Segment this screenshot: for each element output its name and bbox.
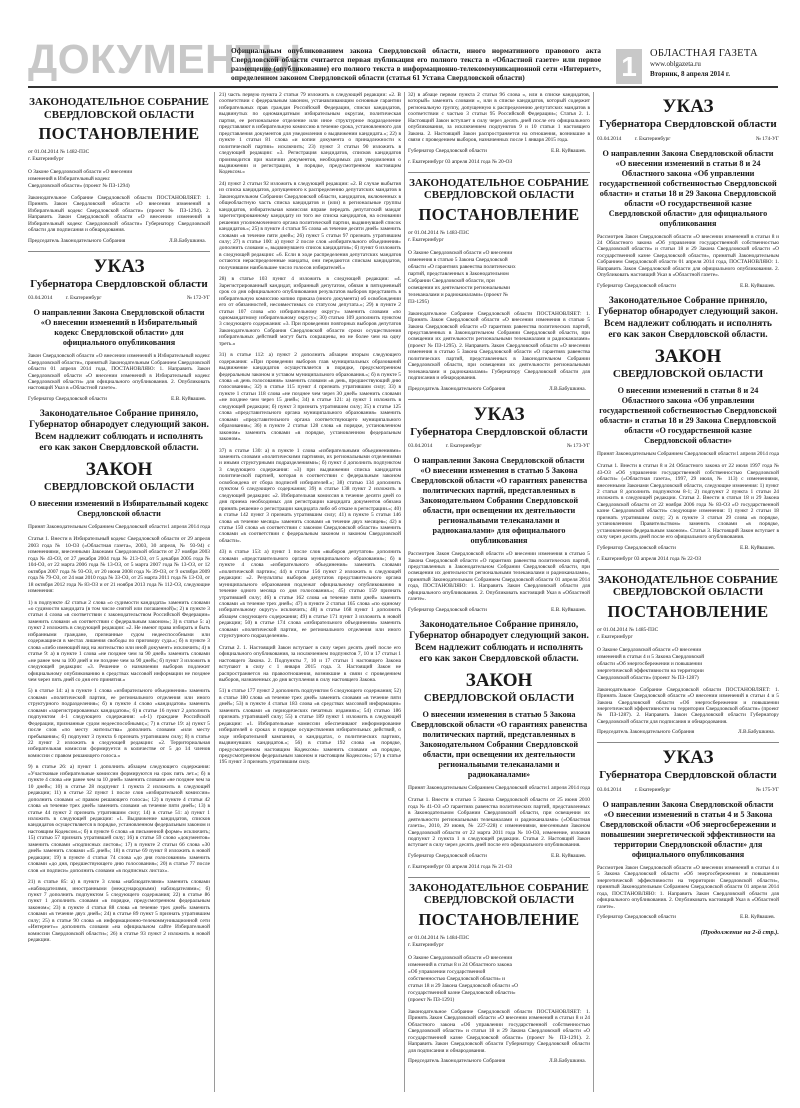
- doc-city: г. Екатеринбург: [634, 786, 671, 793]
- doc-number: № 175-УГ: [755, 786, 779, 793]
- doc-number: от 01.04.2014 № 1482-ПЗС: [28, 149, 90, 155]
- section-logo: [28, 28, 302, 90]
- doc-body: Законодательное Собрание Свердловской области ПОСТАНОВЛЯЕТ: 1. Принять Закон Свердловской области «О внесении изменения в статью 5 Закона Свердловской области «О гарантиях равенства политических партий, представленных в Законодательном Собрании Свердловской области, при освещении их деятельности региональными телеканалами и радиоканалами» (проект № ПЗ-1295). 2. Направить Закон Свердловской области «О внесении изменения в статью 5 Закона Свердловской области «О гарантиях равенства политических партий, представленных в Законодательном Собрании Свердловской области, при освещении их деятельности региональными телеканалами и радиоканалами» Губернатору Свердловской области для подписания и обнародования.: [408, 310, 590, 382]
- doc-header: ЗАКОНОДАТЕЛЬНОЕ СОБРАНИЕ СВЕРДЛОВСКОЙ ОБЛАСТИ: [409, 881, 589, 907]
- doc-signature: [597, 545, 779, 552]
- promulgation-formula: Законодательное Собрание приняло, Губернатор обнародует следующий закон. Всем надлежит соблюдать и исполнять его как закон Свердловской области.: [409, 619, 589, 665]
- doc-subtitle: Губернатора Свердловской области: [410, 425, 588, 438]
- doc-meta: [597, 787, 779, 794]
- doc-kind: УКАЗ: [93, 255, 145, 277]
- adoption-note: Принят Законодательным Собранием Свердловской области: [408, 785, 547, 792]
- doc-date: 03.04.2014: [597, 135, 622, 142]
- doc-body: Статья 1. Внести в статью 5 Закона Свердловской области от 25 июня 2010 года № 41-ОЗ «О гарантиях равенства политических партий, представленных в Законодательном Собрании Свердловской области, при освещении их деятельности региональными телеканалами и радиоканалами» («Областная газета», 2010, 29 июня, № 227-228) с изменениями, внесенными Законом Свердловской области от 22 марта 2011 года № 10-ОЗ, изменение, изложив подпункт 2 пункта 1 в следующей редакции. Статья 2. Настоящий Закон вступает в силу через десять дней после его официального опубликования.: [408, 797, 590, 849]
- doc-kind: ПОСТАНОВЛЕНИЕ: [418, 204, 580, 224]
- signature-name: Е.В. Куйвашев.: [739, 544, 775, 551]
- doc-place-date: г. Екатеринбург 03 апреля 2014 года № 22-ОЗ: [597, 555, 702, 562]
- doc-body: Статья 1. Внести в статьи 8 и 24 Областного закона от 22 июля 1997 года № 43-ОЗ «Об управлении государственной собственностью Свердловской области» («Областная газета», 1997, 29 июля, № 113) с изменениями, внесенными Законами Свердловской области, следующие изменения: 1) пункт 2 статьи 8 дополнить подпунктом 8-1; 2) подпункт 2 пункта 1 статьи 24 изложить в следующей редакции. Статья 2. Внести в статьи 18 и 29 Закона Свердловской области от 22 ноября 2006 года № 83-ОЗ «О государственной казне Свердловской области» следующие изменения: 1) пункт 2 статьи 18 признать утратившим силу; 2) в пункте 3 статьи 29 слова «в порядке, установленном Правительством» заменить словами «в порядке, установленном федеральным законом». Статья 3. Настоящий Закон вступает в силу через десять дней после его официального опубликования.: [597, 463, 779, 541]
- doc-title: О Законе Свердловской области «О внесении изменений в статьи 4 и 5 Закона Свердловской области «Об энергосбережении и повышении энергетической эффективности на территории Свердловской области» (проект № ПЗ-1287): [597, 646, 705, 681]
- doc-body: Статья 1. Внести в Избирательный кодекс Свердловской области от 29 апреля 2003 года № 10-ОЗ («Областная газета», 2003, 30 апреля, № 93-94) с изменениями, внесенными Законами Свердловской области от 27 ноября 2003 года № 43-ОЗ, от 27 декабря 2004 года № 213-ОЗ, от 5 декабря 2005 года № 104-ОЗ, от 22 марта 2006 года № 13-ОЗ, от 5 марта 2007 года № 13-ОЗ, от 12 октября 2007 года № 93-ОЗ, от 20 июня 2008 года № 39-ОЗ, от 9 октября 2009 года № 79-ОЗ, от 24 мая 2010 года № 33-ОЗ, от 25 марта 2011 года № 13-ОЗ, от 18 октября 2012 года № 83-ОЗ и от 21 ноября 2013 года № 112-ОЗ, следующие изменения:: [28, 536, 210, 595]
- signature-name: Е.В. Куйвашев.: [550, 852, 586, 859]
- signature-role: Губернатор Свердловской области: [597, 914, 676, 920]
- doc-body: 5) в статье 14: а) в пункте 1 слова «избирательного объединения» заменить словами «политической партии, ее регионального отделения или иного структурного подразделения»; б) в пункте 4 слово «кандидатов» заменить словами «зарегистрированных кандидатов»; 6) в статье 16 пункт 2 дополнить подпунктом 4-1 следующего содержания: «4-1) граждане Российской Федерации, признанные судом недееспособными;»; 7) в статье 19: а) пункт 5 после слов «по месту жительства» дополнить словами «или месту пребывания»; б) подпункт 3 пункта 6 признать утратившим силу; 8) в статье 22 пункт 2 изложить в следующей редакции: «2. Территориальная избирательная комиссия формируется в количестве от 5 до 14 членов комиссии с правом решающего голоса.»: [28, 688, 210, 759]
- column-2: [219, 92, 401, 1108]
- doc-number: от 01.04.2014 № 1483-ПЗС: [408, 229, 470, 236]
- doc-kind: ЗАКОН: [85, 458, 153, 480]
- doc-meta: [597, 627, 779, 641]
- doc-body: 21) в статье 85: а) в пункте 3 слова «наблюдателями» заменить словами «наблюдателями, иностранными (международными) наблюдателями»; б) пункт 7 дополнить подпунктом 5 следующего содержания; 22) в статье 86 пункт 1 дополнить словами «в порядке, предусмотренном федеральным законом»; 23) в пункте 4 статьи 88 слова «в течение трех дней» заменить словами «в течение двух дней»; 24) в статье 89 пункт 5 признать утратившим силу; 25) в статье 90 слова «в информационно-телекоммуникационной сети «Интернет»» дополнить словами «на официальном сайте Избирательной комиссии Свердловской области»; 26) в статье 93 пункт 2 изложить в новой редакции.: [28, 879, 210, 944]
- doc-signature: [408, 386, 590, 393]
- doc-header: ЗАКОНОДАТЕЛЬНОЕ СОБРАНИЕ СВЕРДЛОВСКОЙ ОБЛАСТИ: [598, 573, 778, 599]
- doc-number: № 174-УГ: [755, 135, 779, 142]
- paper-info: [650, 49, 780, 79]
- separator: [408, 877, 590, 878]
- doc-title: О направлении Закона Свердловской области «О внесении изменений в Избирательный кодекс Свердловской области» для официального опубликования: [33, 308, 205, 348]
- signature-role: Губернатор Свердловской области: [408, 147, 487, 154]
- publication-notice: Официальным опубликованием закона Свердловской области, иного нормативного правового акта Свердловской области считается первая публикация его полного текста в «Областной газете» или первое размещение (опубликование) его полного текста в информационно-телекоммуникационной сети «Интернет», определенном законом Свердловской области (статья 61 Устава Свердловской области): [231, 46, 601, 83]
- separator: [597, 742, 779, 743]
- doc-body: 31) в статье 112: а) пункт 2 дополнить абзацем вторым следующего содержания: «При проведении выборов глав муниципальных образований выдвижение кандидатов осуществляется в порядке, предусмотренном федеральным законом и уставом муниципального образования.»; б) в пункте 5 слова «в день голосования» заменить словами «в день, предшествующий дню голосования»; 32) в статье 115 пункт 4 признать утратившим силу; 33) в пункте 1 статьи 118 слова «не позднее чем через 30 дней» заменить словами «не позднее чем через 15 дней»; 34) в статье 121: а) пункт 1 изложить в следующей редакции; б) пункт 3 признать утратившим силу; 35) в статье 125 слова «представительного органа муниципального образования» заменить словами «представительного органа соответствующего муниципального образования»; 36) в пункте 2 статьи 128 слова «в порядке, установленном законом» заменить словами «в порядке, установленном федеральным законом».: [219, 352, 401, 443]
- column-4: [597, 92, 779, 1108]
- doc-signature: [408, 607, 590, 614]
- doc-place-date: г. Екатеринбург 03 апреля 2014 года № 21-ОЗ: [408, 863, 513, 870]
- doc-city: г. Екатеринбург: [28, 156, 64, 162]
- doc-title: О Законе Свердловской области «О внесении изменения в статью 5 Закона Свердловской области «О гарантиях равенства политических партий, представленных в Законодательном Собрании Свердловской области, при освещении их деятельности региональными телеканалами и радиоканалами» (проект № ПЗ-1295): [408, 249, 516, 305]
- signature-name: Л.В.Бабушкина.: [738, 729, 775, 736]
- doc-number: от 01.04.2014 № 1485-ПЗС: [597, 626, 659, 633]
- doc-meta: [28, 524, 210, 531]
- doc-signature: [28, 238, 210, 245]
- column-1: [28, 92, 210, 1108]
- adoption-note: Принят Законодательным Собранием Свердловской области: [597, 451, 736, 458]
- promulgation-formula: Законодательное Собрание приняло, Губернатор обнародует следующий закон. Всем надлежит соблюдать и исполнять его как закон Свердловской области.: [29, 408, 209, 454]
- doc-body: Рассмотрев Закон Свердловской области «О внесении изменений в статьи 8 и 24 Областного закона «Об управлении государственной собственностью Свердловской области» и статьи 18 и 29 Закона Свердловской области «О государственной казне Свердловской области», принятый Законодательным Собранием Свердловской области 01 апреля 2014 года, ПОСТАНОВЛЯЮ: 1. Направить Закон Свердловской области для официального опубликования. 2. Опубликовать настоящий Указ в «Областной газете».: [597, 233, 779, 279]
- signature-name: Л.В.Бабушкина.: [549, 1058, 586, 1065]
- signature-role: Председатель Законодательного Собрания: [597, 729, 695, 736]
- signature-role: Председатель Законодательного Собрания: [28, 237, 126, 244]
- doc-signature: [408, 148, 590, 155]
- doc-body: Законодательное Собрание Свердловской области ПОСТАНОВЛЯЕТ: 1. Принять Закон Свердловской области «О внесении изменений в Избирательный кодекс Свердловской области» (проект № ПЗ-1294). 2. Направить Закон Свердловской области «О внесении изменений в Избирательный кодекс Свердловской области» Губернатору Свердловской области для подписания и обнародования.: [28, 195, 210, 234]
- doc-title: О Законе Свердловской области «О внесении изменений в статьи 8 и 24 Областного закона «Об управлении государственной собственностью Свердловской области» и статьи 18 и 29 Закона Свердловской области «О государственной казне Свердловской области» (проект № ПЗ-1291): [408, 954, 518, 1003]
- doc-body: 51) в статье 177 пункт 2 дополнить подпунктом 6 следующего содержания; 52) в статье 180 слова «в течение трех дней» заменить словами «в течение пяти дней»; 53) в пункте 4 статьи 183 слова «в средствах массовой информации» заменить словами «в периодических печатных изданиях»; 54) статью 186 признать утратившей силу; 55) в статье 189 пункт 1 изложить в следующей редакции: «1. Избирательные комиссии обеспечивают информирование избирателей о сроках и порядке осуществления избирательных действий, о ходе избирательной кампании, о кандидатах, о политических партиях, выдвинувших кандидатов.»; 56) в статье 192 слова «в порядке, предусмотренном настоящим Кодексом» заменить словами «в порядке, предусмотренном федеральным законом и настоящим Кодексом»; 57) в статье 195 пункт 3 признать утратившим силу.: [219, 688, 401, 766]
- doc-date: 03.04.2014: [408, 443, 433, 450]
- doc-city: г. Екатеринбург: [408, 236, 444, 243]
- doc-body: Законодательное Собрание Свердловской области ПОСТАНОВЛЯЕТ: 1. Принять Закон Свердловской области «О внесении изменений в статьи 8 и 24 Областного закона «Об управлении государственной собственностью Свердловской области» и статьи 18 и 29 Закона Свердловской области «О государственной казне Свердловской области» (проект № ПЗ-1291). 2. Направить Закон Свердловской области Губернатору Свердловской области для подписания и обнародования.: [408, 1008, 590, 1054]
- column-divider: [214, 92, 215, 1092]
- doc-kind: ПОСТАНОВЛЕНИЕ: [38, 124, 200, 143]
- separator: [408, 172, 590, 173]
- doc-subtitle: СВЕРДЛОВСКОЙ ОБЛАСТИ: [423, 691, 575, 704]
- doc-kind: УКАЗ: [473, 403, 525, 425]
- doc-meta: [408, 443, 590, 450]
- doc-number: № 173-УГ: [566, 443, 590, 450]
- separator: [597, 569, 779, 570]
- doc-city: г. Екатеринбург: [65, 295, 102, 302]
- doc-body: 37) в статье 130: а) в пункте 1 слова «избирательными объединениями» заменить словами «политическими партиями, их региональными отделениями и иными структурными подразделениями»; б) пункт 4 дополнить подпунктом 3 следующего содержания: «3) при выдвижении списка кандидатов политической партией, которая в соответствии с федеральным законом освобождена от сбора подписей избирателей.»; 38) статью 134 дополнить пунктом 6 следующего содержания; 39) в статье 138 пункт 2 изложить в следующей редакции: «2. Избирательная комиссия в течение десяти дней со дня приема необходимых для регистрации кандидата документов обязана принять решение о регистрации кандидата либо об отказе в регистрации.»; 40) в статье 142 пункт 3 признать утратившим силу; 41) в пункте 5 статьи 146 слова «в течение месяца» заменить словами «в течение двух месяцев»; 42) в статье 150 слова «в соответствии с законом Свердловской области» заменить словами «в соответствии с федеральным законом и законом Свердловской области».: [219, 447, 401, 544]
- signature-name: Л.В.Бабушкина.: [549, 385, 586, 392]
- doc-signature: [597, 729, 779, 736]
- doc-kind: ПОСТАНОВЛЕНИЕ: [418, 909, 580, 929]
- doc-body: 24) пункт 2 статьи 92 изложить в следующей редакции: «2. В случае выбытия из списка кандидатов, допущенного к распределению депутатских мандатов в Законодательном Собрании Свердловской области, кандидатов, включенных в общеобластную часть списка кандидатов и (или) в региональные группы кандидатов, избирательная комиссия вправе передать депутатский мандат зарегистрированному кандидату из того же списка кандидатов, на основании решения уполномоченного органа политической партии, выдвинувшей список кандидатов.»; 25) в пункте 4 статьи 95 слова «в течение десяти дней» заменить словами «в течение пяти дней»; 26) пункт 5 статьи 97 признать утратившим силу; 27) в статье 100: а) пункт 2 после слов «избирательного объединения» дополнить словами «, выдвинувшего список кандидатов»; б) пункт 6 изложить в следующей редакции: «6. Если в ходе распределения депутатских мандатов остаются нераспределенные мандаты, они передаются спискам кандидатов, получившим наибольшее число голосов избирателей.»: [219, 180, 401, 271]
- signature-name: Е.В. Куйвашев.: [739, 282, 775, 289]
- doc-body: 43) в статье 153: а) пункт 1 после слов «выборов депутатов» дополнить словами «представительного органа муниципального образования»; б) в пункте 4 слова «избирательного объединения» заменить словами «политической партии»; 44) в статье 156 пункт 2 изложить в следующей редакции: «2. Результаты выборов депутатов представительного органа муниципального образования подлежат официальному опубликованию в течение одного месяца со дня голосования.»; 45) статью 159 признать утратившей силу; 46) в статье 162 слова «в течение пяти дней» заменить словами «в течение трех дней»; 47) в пункте 2 статьи 165 слова «по единому избирательному округу» исключить; 48) в статье 168 пункт 1 дополнить абзацем следующего содержания; 49) в статье 171 пункт 3 изложить в новой редакции; 50) в статье 174 слова «избирательного объединения» заменить словами «политической партии, ее регионального отделения или иного структурного подразделения».: [219, 549, 401, 640]
- doc-meta: [597, 451, 779, 458]
- doc-body: Статья 2. 1. Настоящий Закон вступает в силу через десять дней после его официального опубликования, за исключением подпунктов 7, 10 и 17 статьи 1 настоящего Закона. 2. Подпункты 7, 10 и 17 статьи 1 настоящего Закона вступают в силу с 1 января 2015 года. 3. Настоящий Закон не распространяется на правоотношения, возникшие в связи с проведением выборов, назначенных до дня вступления в силу настоящего Закона.: [219, 644, 401, 683]
- doc-kind: ЗАКОН: [465, 669, 533, 691]
- doc-body: Рассмотрев Закон Свердловской области «О внесении изменений в статьи 4 и 5 Закона Свердловской области «Об энергосбережении и повышении энергетической эффективности на территории Свердловской области», принятый Законодательным Собранием Свердловской области 01 апреля 2014 года, ПОСТАНОВЛЯЮ: 1. Направить Закон Свердловской области для официального опубликования. 2. Опубликовать настоящий Указ в «Областной газете».: [597, 864, 779, 910]
- doc-body: 28) в статье 103 пункт 4 изложить в следующей редакции: «4. Зарегистрированный кандидат, избранный депутатом, обязан в пятидневный срок со дня официального опубликования результатов выборов представить в избирательную комиссию копию приказа (иного документа) об освобождении его от обязанностей, несовместимых со статусом депутата.»; 29) в пункте 2 статьи 107 слова «по избирательному округу» заменить словами «по одномандатному избирательному округу»; 30) статью 109 дополнить пунктом 3 следующего содержания: «3. При проведении повторных выборов депутатов Законодательного Собрания Свердловской области сроки осуществления избирательных действий могут быть сокращены, но не более чем на одну треть.»: [219, 276, 401, 347]
- page-number-badge: 1: [616, 49, 642, 84]
- doc-header: ЗАКОНОДАТЕЛЬНОЕ СОБРАНИЕ СВЕРДЛОВСКОЙ ОБЛАСТИ: [29, 96, 209, 121]
- signature-role: Губернатор Свердловской области: [597, 282, 676, 289]
- doc-title: О внесении изменения в статью 5 Закона Свердловской области «О гарантиях равенства политических партий, представленных в Законодательном Собрании Свердловской области, при освещении их деятельности региональными телеканалами и радиоканалами»: [410, 710, 588, 780]
- doc-title: О Законе Свердловской области «О внесении изменений в Избирательный кодекс Свердловской области» (проект № ПЗ-1294): [28, 169, 133, 189]
- doc-subtitle: Губернатора Свердловской области: [599, 769, 777, 782]
- signature-role: Губернатор Свердловской области: [408, 852, 487, 859]
- masthead-rule: [28, 86, 778, 88]
- doc-signature: [597, 914, 779, 921]
- signature-role: Губернатор Свердловской области: [28, 395, 107, 402]
- column-divider: [404, 92, 405, 1092]
- doc-number: № 172-УГ: [186, 295, 210, 302]
- separator: [408, 399, 590, 400]
- doc-city: г. Екатеринбург: [408, 941, 444, 948]
- signature-name: Е.В. Куйвашев.: [550, 606, 586, 613]
- promulgation-formula: Законодательное Собрание приняло, Губернатор обнародует следующий закон. Всем надлежит соблюдать и исполнять его как закон Свердловской области.: [598, 295, 778, 341]
- doc-header: ЗАКОНОДАТЕЛЬНОЕ СОБРАНИЕ СВЕРДЛОВСКОЙ ОБЛАСТИ: [409, 176, 589, 202]
- signature-name: Е.В. Куйвашев.: [550, 147, 586, 154]
- doc-meta: [408, 935, 590, 949]
- doc-kind: УКАЗ: [662, 96, 714, 117]
- doc-subtitle: СВЕРДЛОВСКОЙ ОБЛАСТИ: [43, 480, 195, 493]
- doc-kind: УКАЗ: [662, 747, 714, 769]
- doc-meta: [597, 136, 779, 143]
- doc-city: г. Екатеринбург: [634, 135, 671, 142]
- doc-kind: ЗАКОН: [654, 345, 722, 367]
- paper-name: ОБЛАСТНАЯ ГАЗЕТА: [650, 48, 758, 59]
- column-3: [408, 92, 590, 1108]
- doc-signature: [597, 283, 779, 290]
- doc-title: О направлении Закона Свердловской области «О внесении изменений в статьи 4 и 5 Закона Свердловской области «Об энергосбережении и повышении энергетической эффективности на территории Свердловской области» для официального опубликования: [599, 799, 777, 859]
- signature-name: Е.В. Куйвашев.: [739, 914, 775, 920]
- doc-date: 03.04.2014: [28, 295, 53, 302]
- doc-title: О направлении Закона Свердловской области «О внесении изменений в статьи 8 и 24 Областного закона «Об управлении государственной собственностью Свердловской области» и статьи 18 и 29 Закона Свердловской области «О государственной казне Свердловской области» для официального опубликования: [599, 148, 777, 228]
- doc-body: 1) в подпункте 42 статьи 2 слова «о судимости кандидата» заменить словами «о судимости кандидата (в том числе снятой или погашенной)»; 2) в пункте 3 статьи 4 слова «в соответствии с законодательством Российской Федерации» заменить словами «в соответствии с федеральным законом»; 3) в статье 5: а) пункт 2 изложить в следующей редакции: «2. Не имеют права избирать и быть избранными граждане, признанные судом недееспособными или содержащиеся в местах лишения свободы по приговору суда.»; б) в пункте 3 слова «либо имеющий вид на жительство или иной документ» исключить; 4) в статье 9: а) в пункте 1 слова «не позднее чем за 90 дней» заменить словами «не ранее чем за 100 дней и не позднее чем за 90 дней»; б) пункт 3 изложить в следующей редакции: «3. Решение о назначении выборов подлежит официальному опубликованию в средствах массовой информации не позднее чем через пять дней со дня его принятия.»: [28, 599, 210, 683]
- doc-body: 9) в статье 26: а) пункт 1 дополнить абзацем следующего содержания: «Участковые избирательные комиссии формируются на срок пять лет.»; б) в пункте 4 слова «не ранее чем за 10 дней» заменить словами «не позднее чем за 10 дней»; 10) в статье 28 подпункт 1 пункта 2 изложить в следующей редакции; 11) в статье 32 пункт 1 после слов «избирательной комиссии» дополнить словами «с правом решающего голоса»; 12) в пункте 4 статьи 42 слова «в течение трех дней» заменить словами «в течение пяти дней»; 13) в статье 44 пункт 2 признать утратившим силу; 14) в статье 51: а) пункт 1 изложить в следующей редакции: «1. Выдвижение кандидатов, списков кандидатов осуществляется в порядке, установленном федеральным законом и настоящим Кодексом.»; б) в пункте 6 слова «в письменной форме» исключить; 15) статью 57 признать утратившей силу; 16) в статье 59 слово «документов» заменить словами «подписных листов»; 17) в пункте 2 статьи 66 слова «30 дней» заменить словами «45 дней»; 18) в статье 69 пункт 8 изложить в новой редакции; 19) в пункте 4 статьи 74 слова «до дня голосования» заменить словами «до дня, предшествующего дню голосования»; 20) в статье 77 после слов «и подписи» дополнить словами «в подписных листах».: [28, 764, 210, 874]
- doc-meta: [408, 785, 590, 792]
- doc-meta: [408, 230, 590, 244]
- doc-signature: [408, 853, 590, 860]
- masthead: [28, 28, 778, 90]
- signature-name: Е.В. Куйвашев.: [170, 395, 206, 402]
- doc-meta: [28, 149, 210, 163]
- doc-body: 21) часть первую пункта 2 статьи 79 изложить в следующей редакции: «2. В соответствии с федеральным законом, устанавливающим основные гарантии избирательных прав граждан Российской Федерации, списки кандидатов, выдвинутых по одномандатным избирательным округам, политическая партия, ее региональное отделение или иное структурное подразделение представляют в избирательную комиссию в течение срока, установленного для представления документов для уведомления о выдвижении кандидата.»; 22) в пункте 1 статьи 81 слова «и копии документа о принадлежности к политической партии» исключить; 23) пункт 3 статьи 90 изложить в следующей редакции: «3. Регистрация кандидатов, списков кандидатов производится при наличии документов, необходимых для уведомления о выдвижении и регистрации, в порядке, предусмотренном настоящим Кодексом.»: [219, 92, 401, 176]
- doc-city: г. Екатеринбург: [597, 633, 633, 640]
- doc-number: от 01.04.2014 № 1484-ПЗС: [408, 934, 470, 941]
- doc-title: О внесении изменений в Избирательный кодекс Свердловской области: [29, 499, 209, 519]
- signature-role: Председатель Законодательного Собрания: [408, 385, 506, 392]
- doc-title: О внесении изменений в статьи 8 и 24 Областного закона «Об управлении государственной собственностью Свердловской области» и статьи 18 и 29 Закона Свердловской области «О государственной казне Свердловской области»: [599, 386, 777, 446]
- continued-note: (Продолжение на 2-й стр.).: [700, 929, 779, 936]
- adoption-note: Принят Законодательным Собранием Свердловской области: [28, 524, 167, 531]
- column-divider: [593, 92, 594, 1092]
- doc-subtitle: Губернатора Свердловской области: [599, 118, 777, 130]
- separator: [28, 251, 210, 252]
- doc-subtitle: Губернатора Свердловской области: [30, 277, 208, 290]
- issue-date: Вторник, 8 апреля 2014 г.: [650, 70, 731, 78]
- signature-role: Губернатор Свердловской области: [408, 606, 487, 613]
- doc-body: 32) в абзаце первом пункта 2 статьи 96 слова «, или в списке кандидатов, который» заменить словами «, или в списке кандидатов, который содержит региональную группу, допущенную к распределению депутатских мандатов в соответствии с частью 3 статьи 95 Российской Федерации»; Статья 2. 1. Настоящий Закон вступает в силу через десять дней после его официального опубликования, за исключением подпунктов 9 и 10 статьи 1 настоящего Закона. 2. Настоящий Закон распространяется на отношения, возникшие в связи с проведением выборов, назначенных после 1 января 2015 года.: [408, 92, 590, 144]
- doc-body: Законодательное Собрание Свердловской области ПОСТАНОВЛЯЕТ: 1. Принять Закон Свердловской области «О внесении изменений в статьи 4 и 5 Закона Свердловской области «Об энергосбережении и повышении энергетической эффективности на территории Свердловской области» (проект № ПЗ-1287). 2. Направить Закон Свердловской области Губернатору Свердловской области для подписания и обнародования.: [597, 686, 779, 725]
- doc-subtitle: СВЕРДЛОВСКОЙ ОБЛАСТИ: [612, 367, 764, 380]
- section-logo-text: ДОКУМЕНТЫ: [28, 36, 302, 82]
- doc-title: О направлении Закона Свердловской области «О внесении изменения в статью 5 Закона Свердловской области «О гарантиях равенства политических партий, представленных в Законодательном Собрании Свердловской области, при освещении их деятельности региональными телеканалами и радиоканалами» для официального опубликования: [410, 456, 588, 546]
- doc-signature: [408, 1058, 590, 1065]
- doc-place-date: г. Екатеринбург 03 апреля 2014 года № 20-ОЗ: [408, 158, 513, 165]
- adoption-date: 1 апреля 2014 года: [547, 785, 590, 792]
- adoption-date: 1 апреля 2014 года: [736, 451, 779, 458]
- doc-signature: [28, 396, 210, 403]
- doc-body: Рассмотрев Закон Свердловской области «О внесении изменения в статью 5 Закона Свердловской области «О гарантиях равенства политических партий, представленных в Законодательном Собрании Свердловской области, при освещении их деятельности региональными телеканалами и радиоканалами», принятый Законодательным Собранием Свердловской области 01 апреля 2014 года, ПОСТАНОВЛЯЮ: 1. Направить Закон Свердловской области для официального опубликования. 2. Опубликовать настоящий Указ в «Областной газете».: [408, 551, 590, 603]
- doc-kind: ПОСТАНОВЛЕНИЕ: [607, 601, 769, 621]
- signature-role: Губернатор Свердловской области: [597, 544, 676, 551]
- doc-body: Закон Свердловской области «О внесении изменений в Избирательный кодекс Свердловской области», принятый Законодательным Собранием Свердловской области 01 апреля 2014 года, ПОСТАНОВЛЯЮ: 1. Направить Закон Свердловской области «О внесении изменений в Избирательный кодекс Свердловской области» для официального опубликования. 2. Опубликовать настоящий Указ в «Областной газете».: [28, 353, 210, 392]
- adoption-date: 1 апреля 2014 года: [167, 524, 210, 531]
- doc-city: г. Екатеринбург: [445, 443, 482, 450]
- doc-date: 03.04.2014: [597, 786, 622, 793]
- signature-role: Председатель Законодательного Собрания: [408, 1058, 506, 1065]
- doc-meta: [28, 295, 210, 302]
- paper-site-link[interactable]: www.oblgazeta.ru: [650, 60, 701, 68]
- signature-name: Л.В.Бабушкина.: [169, 237, 206, 244]
